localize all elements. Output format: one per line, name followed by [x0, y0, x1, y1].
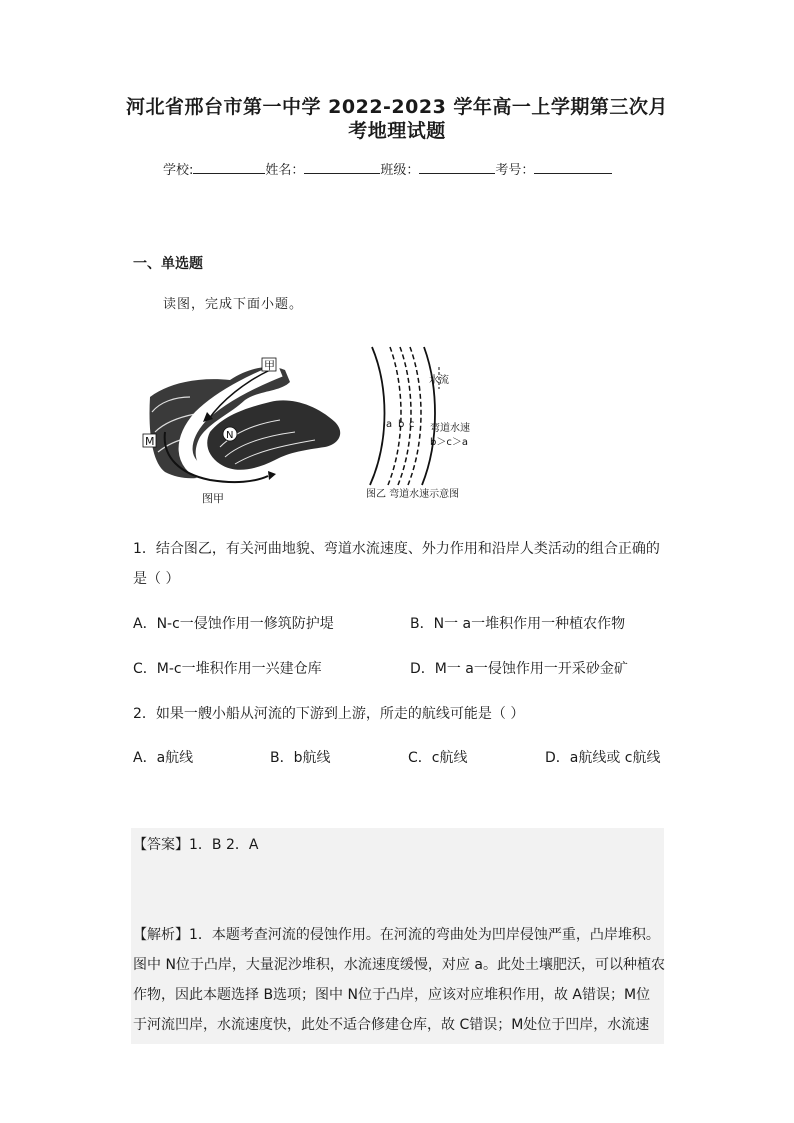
question-2-option-a[interactable]: A．a航线 — [133, 750, 194, 766]
lane-a-label: a — [386, 419, 393, 430]
outer-bank-line — [422, 347, 435, 485]
exam-no-blank[interactable] — [534, 159, 612, 174]
question-2-stem: 2．如果一艘小船从河流的下游到上游，所走的航线可能是（ ） — [133, 706, 525, 722]
flow-label: 水流 — [429, 375, 449, 386]
question-1-option-a[interactable]: A．N-c一侵蚀作用一修筑防护堤 — [133, 616, 334, 632]
student-info-line — [163, 159, 612, 178]
paper-title-line2: 考地理试题 — [348, 120, 446, 142]
inner-bank-line — [370, 347, 385, 485]
label-jia: 甲 — [264, 359, 275, 372]
answer-line: 【答案】1．B 2．A — [133, 837, 259, 853]
lane-b-line — [398, 347, 411, 485]
question-1-option-d[interactable]: D．M一 a一侵蚀作用一开采砂金矿 — [410, 661, 628, 677]
analysis-line-2: 图中 N位于凸岸，大量泥沙堆积，水流速度缓慢，对应 a。此处土壤肥沃，可以种植农 — [133, 957, 665, 973]
figure-yi-caption: 图乙 弯道水速示意图 — [366, 489, 460, 500]
class-label: 班级： — [380, 163, 420, 178]
exam-no-label: 考号： — [495, 163, 535, 178]
school-label: 学校: — [163, 163, 194, 178]
question-2-option-d[interactable]: D．a航线或 c航线 — [545, 750, 661, 766]
analysis-line-3: 作物，因此本题选择 B选项；图中 N位于凸岸，应该对应堆积作用，故 A错误；M位 — [133, 987, 651, 1003]
lane-c-label: c — [409, 419, 415, 430]
lane-b-label: b — [398, 419, 405, 430]
speed-relation-label: b＞c＞a — [430, 437, 468, 448]
school-blank[interactable] — [193, 159, 265, 174]
figure-jia-caption: 图甲 — [202, 492, 224, 505]
lane-c-line — [408, 347, 421, 485]
curve-speed-label: 弯道水速 — [430, 423, 470, 434]
question-1-option-c[interactable]: C．M-c一堆积作用一兴建仓库 — [133, 661, 322, 677]
analysis-line-4: 于河流凹岸，水流速度快，此处不适合修建仓库，故 C错误；M处位于凹岸，水流速 — [133, 1017, 650, 1033]
name-blank[interactable] — [304, 159, 380, 174]
lane-a-line — [388, 347, 401, 485]
question-1-stem-line2: 是（ ） — [133, 571, 180, 587]
question-1-option-b[interactable]: B．N一 a一堆积作用一种植农作物 — [410, 616, 626, 632]
analysis-line-1: 【解析】1．本题考查河流的侵蚀作用。在河流的弯曲处为凹岸侵蚀严重，凸岸堆积。 — [133, 927, 660, 943]
figure-jia-meander — [140, 352, 350, 507]
paper-title-line1: 河北省邢台市第一中学 2022-2023 学年高一上学期第三次月 — [126, 96, 668, 118]
question-2-option-c[interactable]: C．c航线 — [408, 750, 468, 766]
question-1-stem-line1: 1．结合图乙，有关河曲地貌、弯道水流速度、外力作用和沿岸人类活动的组合正确的 — [133, 541, 660, 557]
name-label: 姓名： — [265, 163, 305, 178]
figure-yi-channel-speed — [362, 345, 492, 505]
question-2-option-b[interactable]: B．b航线 — [270, 750, 331, 766]
question-intro: 读图，完成下面小题。 — [163, 297, 304, 312]
class-blank[interactable] — [419, 159, 495, 174]
section-title: 一、单选题 — [133, 256, 203, 272]
label-m: M — [145, 435, 155, 448]
label-n: N — [226, 430, 234, 441]
